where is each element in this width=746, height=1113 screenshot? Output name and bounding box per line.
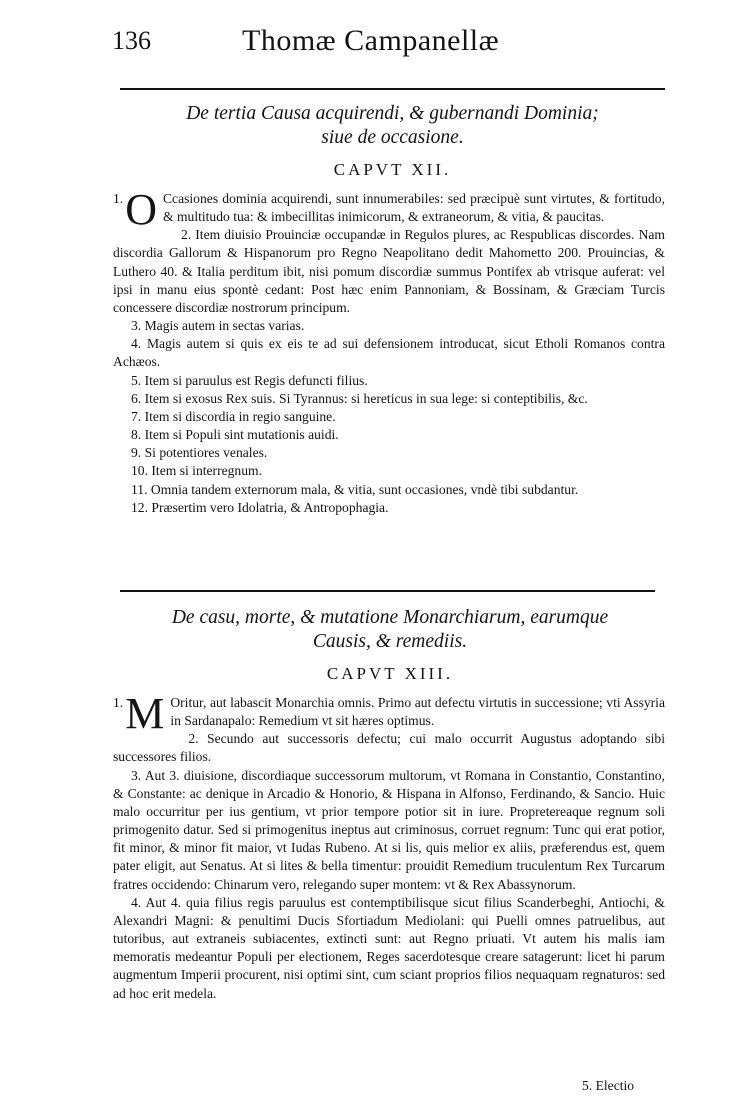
paragraph-number: 1. bbox=[113, 695, 124, 710]
section-title-12 bbox=[120, 102, 665, 150]
running-title: Thomæ Campanellæ bbox=[242, 24, 500, 57]
paragraph-number: 1. bbox=[113, 191, 124, 206]
paragraph: 5. Item si paruulus est Regis defuncti filius. bbox=[131, 372, 368, 388]
section-rule bbox=[120, 590, 655, 592]
paragraph: 2. Item diuisio Prouinciæ occupandæ in Regulos plures, ac Respublicas discordes. Nam discordia Gallorum & Hispanorum pro Regno Neapolitano dedit Mahometto 200. Prouincias, & Luthero 40. & Italia perditum ibit, nisi pomum discordiæ summus Pontifex ab vtrisque auferat: vel ipsi in manu eius spontè cedant: Post hæc enim Pannoniam, & Bossinam, & Græciam Turcis concessere discordiæ nostrorum principum. bbox=[113, 227, 665, 315]
drop-cap: O bbox=[125, 185, 157, 234]
paragraph: 4. Aut 4. quia filius regis paruulus est contemptibilisque sicut filius Scanderbeghi, Antiochi, & Alexandri Magni: & penultimi Ducis Sfortiadum Mediolani: qui Puelli omnes patruelibus, aut tutoribus, aut extraneis subiacentes, extincti sunt: aut Regno priuati. Vt autem his malis iam memoratis medeantur Populi per electionem, Reges sacerdotesque creare satagerunt: licet hi parum augmentum Imperii procurent, nisi optimi sint, cum sciant proprios filios nequaquam regnaturos: sed ad hoc erit medela. bbox=[113, 894, 665, 1001]
paragraph: 2. Secundo aut successoris defectu; cui malo occurrit Augustus adoptando sibi successores filios. bbox=[113, 731, 665, 765]
section-title-line: Causis, & remediis. bbox=[312, 631, 468, 652]
paragraph-text: Ccasiones dominia acquirendi, sunt innumerabiles: sed præcipuè sunt virtutes, & fortitudo, & multitudo tua: & imbecillitas inimicorum, & extraneorum, & vitia, & paucitas. bbox=[162, 191, 665, 225]
paragraph-text: Oritur, aut labascit Monarchia omnis. Primo aut defectu virtutis in successione; vti Assyria in Sardanapalo: Remedium vt sit hæres optimus. bbox=[170, 695, 665, 729]
section-title-line: De casu, morte, & mutatione Monarchiarum, earumque bbox=[171, 607, 609, 628]
chapter-heading-13: CAPVT XIII. bbox=[326, 664, 454, 683]
drop-cap: M bbox=[125, 689, 165, 738]
page-header bbox=[112, 20, 672, 64]
paragraph bbox=[113, 185, 665, 234]
paragraph: 8. Item si Populi sint mutationis auidi. bbox=[131, 427, 339, 443]
paragraph bbox=[113, 689, 665, 738]
paragraph: 6. Item si exosus Rex suis. Si Tyrannus: si hereticus in sua lege: si conteptibilis, &c. bbox=[131, 390, 588, 406]
paragraph: 3. Aut 3. diuisione, discordiaque successorum multorum, vt Romana in Constantio, Constantino, & Constante: ac denique in Arcadio & Honorio, & Hispana in Alfonso, Ferdinando, & Sancio. Huic malo occurritur per ius gentium, vt prior tempore potior sit in iure. Propretereaque regnum soli primogenito datur. Sed si primogenitus ineptus aut criminosus, corruet regnum: Tunc qui erat potior, fit minor, & minor fit maior, vt Iudas Rubeno. At si lis, quis melior ex aliis, præferendus est, quem pater eligit, aut Senatus. At si lites & bella timentur: prouidit Remedium truculentum Rex Turcarum fratres occidendo: Chinarum vero, relegando super montem: vt & Rex Abassynorum. bbox=[113, 767, 665, 892]
paragraph: 7. Item si discordia in regio sanguine. bbox=[131, 408, 336, 424]
page-number: 136 bbox=[112, 26, 151, 55]
paragraph: 11. Omnia tandem externorum mala, & vitia, sunt occasiones, vndè tibi subdantur. bbox=[131, 481, 579, 497]
paragraph: 4. Magis autem si quis ex eis te ad sui defensionem introducat, sicut Etholi Romanos contra Achæos. bbox=[113, 336, 665, 370]
paragraph: 10. Item si interregnum. bbox=[131, 463, 262, 479]
section-title-line: De tertia Causa acquirendi, & gubernandi Dominia; bbox=[186, 103, 599, 124]
chapter-heading-12: CAPVT XII. bbox=[333, 160, 452, 179]
catchword: 5. Electio bbox=[582, 1078, 635, 1093]
section-title-line: siue de occasione. bbox=[321, 127, 464, 148]
chapter-13-body bbox=[113, 689, 665, 1003]
chapter-12-body bbox=[113, 185, 665, 517]
paragraph: 9. Si potentiores venales. bbox=[131, 445, 268, 461]
paragraph: 12. Præsertim vero Idolatria, & Antropophagia. bbox=[131, 499, 389, 515]
paragraph: 3. Magis autem in sectas varias. bbox=[131, 318, 305, 334]
section-title-13 bbox=[115, 606, 665, 654]
header-rule bbox=[120, 88, 665, 90]
